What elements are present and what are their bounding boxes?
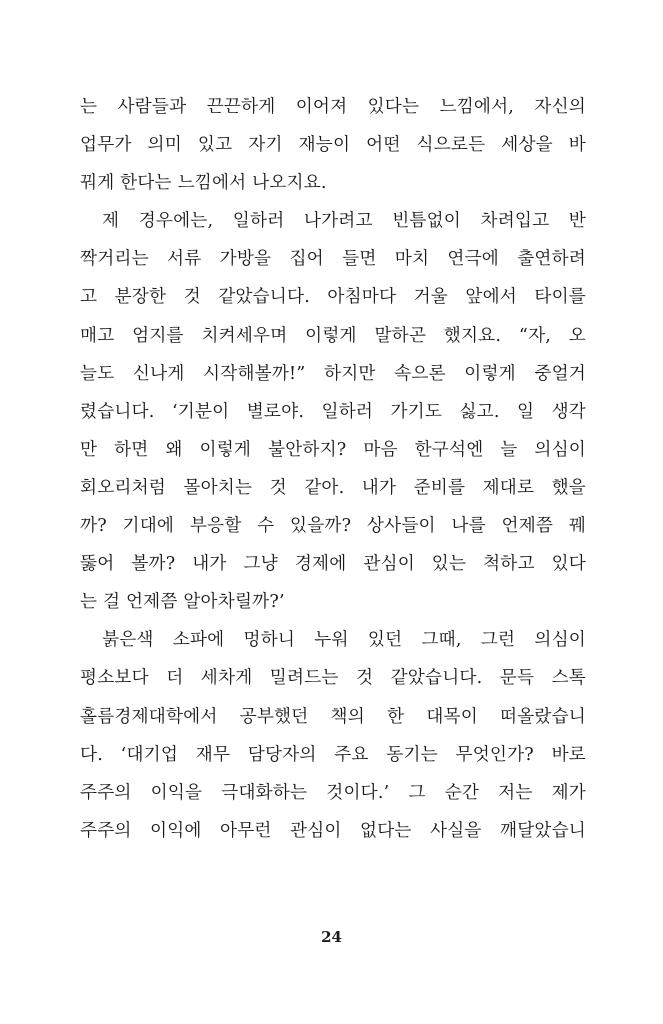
text-line: 제 경우에는, 일하러 나가려고 빈틈없이 차려입고 반 bbox=[102, 211, 586, 232]
body-text bbox=[80, 88, 586, 850]
text-line: 회오리처럼 몰아치는 것 같아. 내가 준비를 제대로 했을 bbox=[80, 477, 586, 498]
text-line: 는 걸 언제쯤 알아차릴까?’ bbox=[80, 592, 285, 613]
page-number: 24 bbox=[321, 928, 342, 946]
text-line: 주주의 이익에 아무런 관심이 없다는 사실을 깨달았습니 bbox=[80, 820, 586, 841]
text-line: 매고 엄지를 치켜세우며 이렇게 말하곤 했지요. “자, 오 bbox=[80, 325, 586, 346]
text-line: 까? 기대에 부응할 수 있을까? 상사들이 나를 언제쯤 꿰 bbox=[80, 516, 586, 537]
text-line: 는 사람들과 끈끈하게 이어져 있다는 느낌에서, 자신의 bbox=[80, 97, 586, 117]
text-line: 홀름경제대학에서 공부했던 책의 한 대목이 떠올랐습니 bbox=[80, 706, 586, 727]
text-line: 늘도 신나게 시작해볼까!” 하지만 속으론 이렇게 중얼거 bbox=[80, 363, 586, 384]
text-line: 뚫어 볼까? 내가 그냥 경제에 관심이 있는 척하고 있다 bbox=[80, 554, 586, 575]
text-line: 업무가 의미 있고 자기 재능이 어떤 식으로든 세상을 바 bbox=[80, 135, 586, 156]
text-line: 평소보다 더 세차게 밀려드는 것 같았습니다. 문득 스톡 bbox=[80, 668, 586, 689]
text-line: 렸습니다. ‘기분이 별로야. 일하러 가기도 싫고. 일 생각 bbox=[80, 401, 586, 422]
text-line: 꿔게 한다는 느낌에서 나오지요. bbox=[80, 173, 327, 194]
text-line: 짝거리는 서류 가방을 집어 들면 마치 연극에 출연하려 bbox=[80, 249, 586, 270]
text-line: 만 하면 왜 이렇게 불안하지? 마음 한구석엔 늘 의심이 bbox=[80, 439, 586, 460]
text-line: 다. ‘대기업 재무 담당자의 주요 동기는 무엇인가? 바로 bbox=[80, 744, 586, 765]
text-line: 고 분장한 것 같았습니다. 아침마다 거울 앞에서 타이를 bbox=[80, 287, 586, 308]
text-line: 붉은색 소파에 멍하니 누워 있던 그때, 그런 의심이 bbox=[102, 630, 586, 651]
text-line: 주주의 이익을 극대화하는 것이다.’ 그 순간 저는 제가 bbox=[80, 782, 586, 803]
